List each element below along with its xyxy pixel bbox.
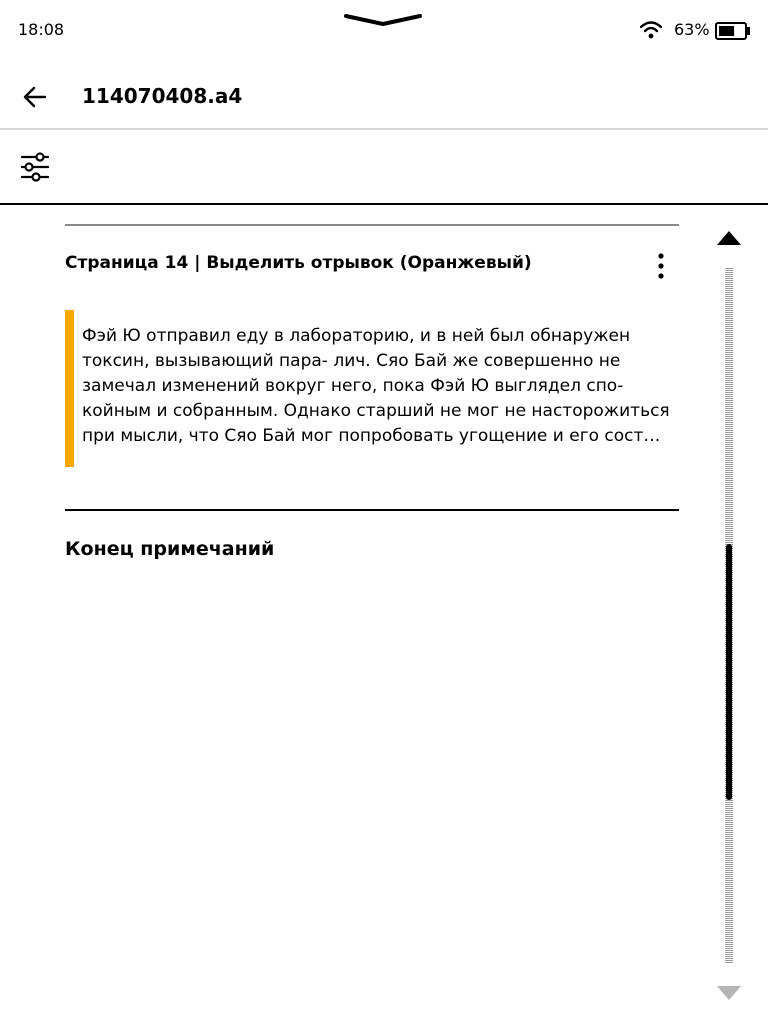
toolbar-divider xyxy=(0,203,768,205)
clock: 18:08 xyxy=(18,20,65,39)
note-header: Страница 14 | Выделить отрывок (Оранжевый) xyxy=(65,253,532,273)
filter-sliders-icon[interactable] xyxy=(18,150,52,184)
scroll-up-arrow-icon[interactable] xyxy=(716,230,742,246)
battery-icon xyxy=(715,22,751,40)
battery-percent: 63% xyxy=(674,20,710,39)
highlight-passage[interactable] xyxy=(65,310,679,467)
highlight-color-bar xyxy=(65,310,74,467)
back-arrow-icon[interactable] xyxy=(18,80,52,114)
notes-end-divider xyxy=(65,509,679,511)
pull-down-handle-icon[interactable] xyxy=(344,12,422,28)
more-vertical-icon[interactable] xyxy=(651,251,671,281)
title-bar xyxy=(0,68,768,128)
scrollbar-thumb[interactable] xyxy=(726,544,732,800)
end-of-notes-label: Конец примечаний xyxy=(65,538,275,560)
note-top-divider xyxy=(65,224,679,226)
scroll-down-arrow-icon[interactable] xyxy=(716,985,742,1001)
status-bar xyxy=(0,0,768,58)
title-divider xyxy=(0,128,768,130)
wifi-icon xyxy=(640,20,662,40)
highlight-text: Фэй Ю отправил еду в лабораторию, и в ней был обнаружен токсин, вызывающий пара- лич. Сяо Бай же совершенно не замечал изменений вокруг него, пока Фэй Ю выглядел спо- койным и собранным. Однако старший не мог не насторожиться при мысли, что Сяо Бай мог попробовать угощение и его сост… xyxy=(82,326,670,446)
document-title: 114070408.a4 xyxy=(82,84,243,108)
